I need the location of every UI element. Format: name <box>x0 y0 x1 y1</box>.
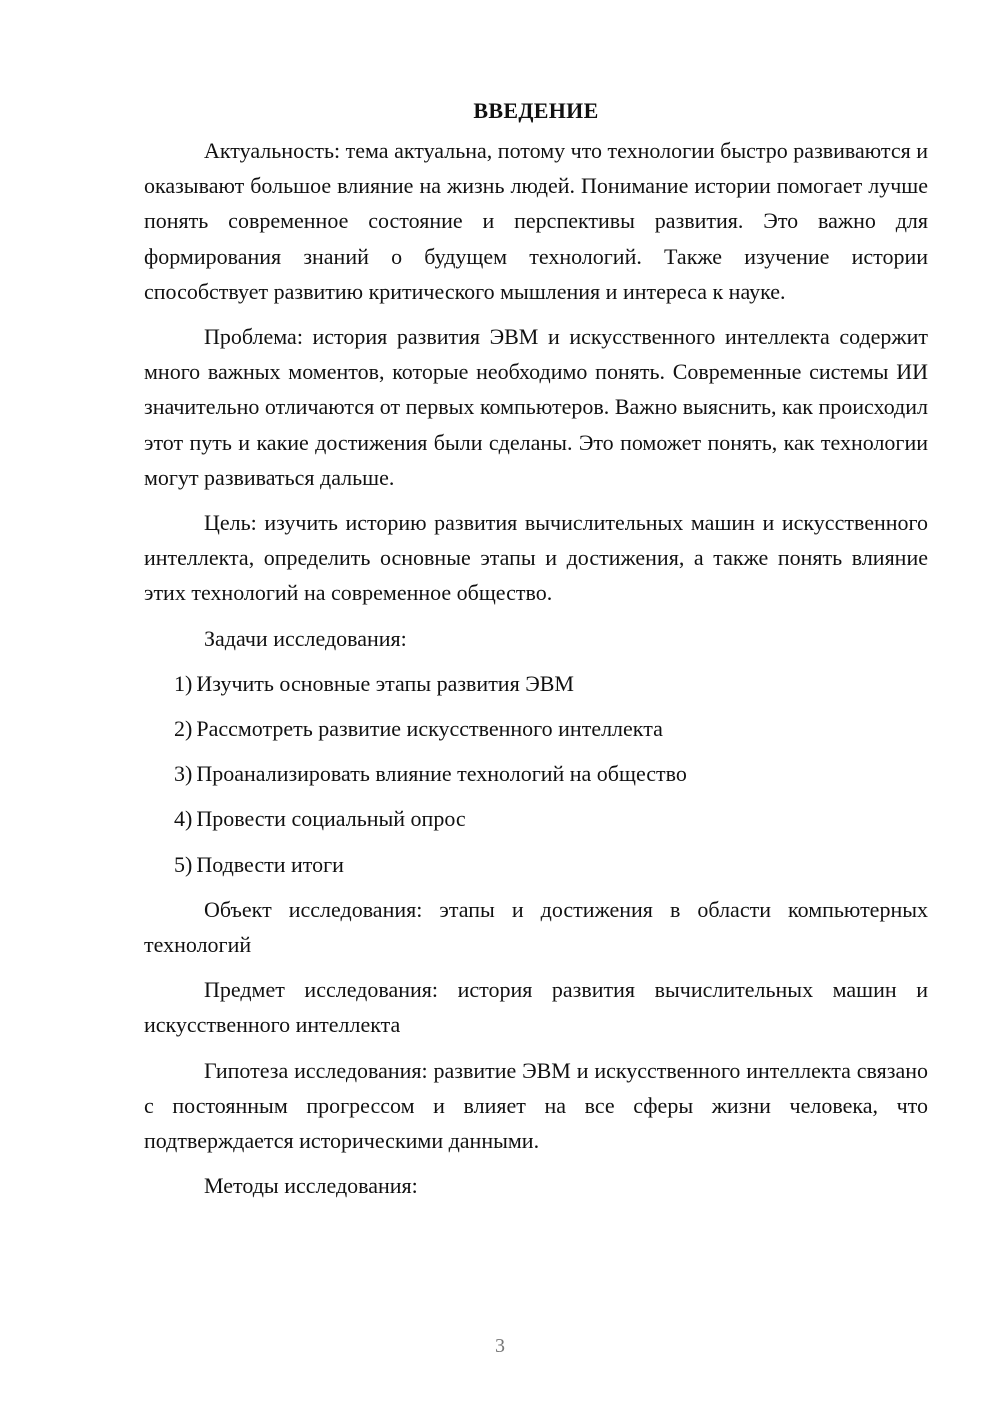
list-item-text: Изучить основные этапы развития ЭВМ <box>196 670 574 696</box>
page-content <box>144 93 928 1213</box>
list-item-text: Проанализировать влияние технологий на общество <box>196 761 687 787</box>
list-item-number: 5) <box>174 851 193 877</box>
object-paragraph: Объект исследования: этапы и достижения в области компьютерных технологий <box>144 896 928 958</box>
methods-heading: Методы исследования: <box>204 1173 418 1199</box>
list-item-text: Рассмотреть развитие искусственного интеллекта <box>196 716 663 742</box>
goal-paragraph: Цель: изучить историю развития вычислительных машин и искусственного интеллекта, определить основные этапы и достижения, а также понять влияние этих технологий на современное общество. <box>144 510 928 606</box>
list-item <box>144 666 928 701</box>
problem-paragraph: Проблема: история развития ЭВМ и искусственного интеллекта содержит много важных моментов, которые необходимо понять. Современные системы ИИ значительно отличаются от первых компьютеров. Важно выяснить, как происходил этот путь и какие достижения были сделаны. Это поможет понять, как технологии могут развиваться дальше. <box>144 324 928 490</box>
list-item <box>144 847 928 882</box>
list-item <box>144 801 928 836</box>
list-item <box>144 756 928 791</box>
tasks-heading: Задачи исследования: <box>204 625 407 651</box>
list-item-number: 4) <box>174 806 193 832</box>
subject-paragraph: Предмет исследования: история развития вычислительных машин и искусственного интеллекта <box>144 977 928 1038</box>
list-item <box>144 711 928 746</box>
hypothesis-paragraph: Гипотеза исследования: развитие ЭВМ и искусственного интеллекта связано с постоянным прогрессом и влияет на все сферы жизни человека, что подтверждается историческими данными. <box>144 1057 928 1154</box>
tasks-list <box>144 666 928 882</box>
list-item-text: Провести социальный опрос <box>196 806 466 832</box>
list-item-number: 1) <box>174 670 193 696</box>
list-item-text: Подвести итоги <box>196 851 344 877</box>
section-title: ВВЕДЕНИЕ <box>473 98 599 123</box>
actuality-paragraph: Актуальность: тема актуальна, потому что технологии быстро развиваются и оказывают большое влияние на жизнь людей. Понимание истории помогает лучше понять современное состояние и перспективы развития. Это важно для формирования знаний о будущем технологий. Также изучение истории способствует развитию критического мышления и интереса к науке. <box>144 138 928 304</box>
list-item-number: 3) <box>174 761 193 787</box>
list-item-number: 2) <box>174 716 193 742</box>
page-number: 3 <box>495 1335 505 1357</box>
